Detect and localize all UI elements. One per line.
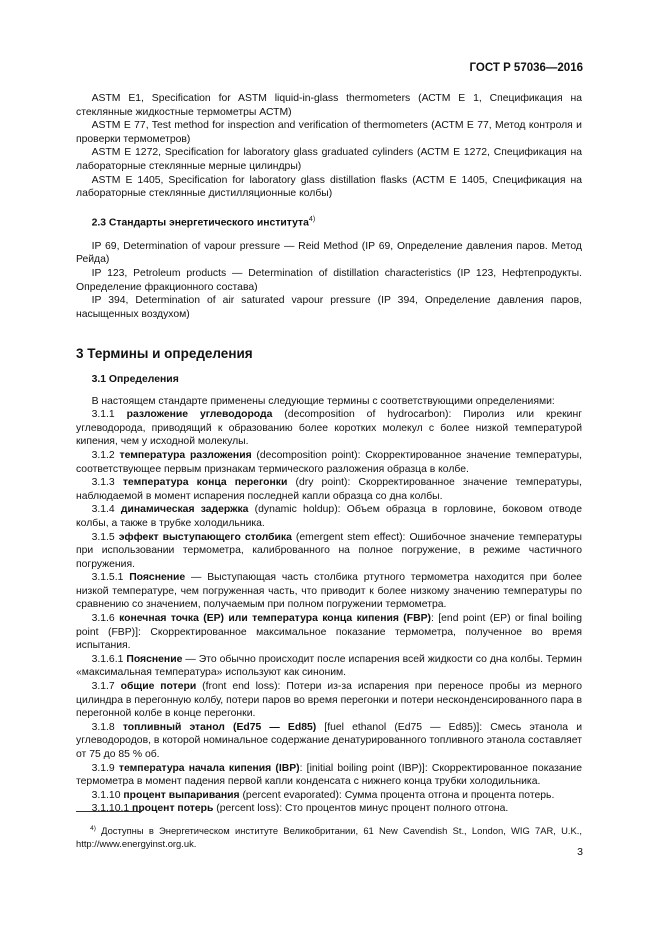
footnote-4 — [76, 823, 582, 850]
term-definition: (decomposition of hydrocarbon): Пиролиз или крекинг углеводорода, приводящий к образованию более коротких молекул с более низкой температурой кипения, чем у исходной молекулы. — [76, 409, 582, 448]
document-id: ГОСТ Р 57036—2016 — [469, 62, 583, 74]
term-3-1-5 — [76, 531, 582, 572]
term-name: Пояснение — [126, 653, 183, 665]
term-number: 3.1.3 — [91, 477, 115, 489]
term-definition: (percent evaporated): Сумма процента отгона и процента потерь. — [239, 789, 555, 801]
term-definition: (front end loss): Потери из-за испарения при переносе пробы из мерного цилиндра в перегонную колбу, потери паров во время перегонки и потери несконденсированного пара в перегонной колбе в конце перегонки. — [76, 681, 582, 720]
term-number: 3.1.6.1 — [91, 653, 124, 665]
term-number: 3.1.10 — [91, 789, 121, 801]
section-2-3-title: 2.3 Стандарты энергетического института — [91, 217, 309, 229]
term-name: общие потери — [120, 681, 197, 693]
footnote-ref-4: 4) — [308, 215, 316, 223]
term-3-1-10-1 — [76, 802, 582, 816]
term-3-1-4 — [76, 503, 582, 530]
term-definition: — Это обычно происходит после испарения всей жидкости со дна колбы. Термин «максимальная температура» используют как синоним. — [76, 653, 582, 679]
term-3-1-5-1 — [76, 571, 582, 612]
term-name: эффект выступающего столбика — [118, 531, 292, 543]
term-3-1-9 — [76, 762, 582, 789]
term-3-1-2 — [76, 449, 582, 476]
term-name: температура конца перегонки — [122, 477, 288, 489]
term-name: процент выпаривания — [123, 789, 240, 801]
ip-ref-394: IP 394, Determination of air saturated vapour pressure (IP 394, Определение давления паров, насыщенных воздухом) — [76, 295, 582, 320]
term-definition: (emergent stem effect): Ошибочное значение температуры при использовании термометра, калиброванного на полное погружение, в режиме частичного погружения. — [76, 531, 582, 570]
term-number: 3.1.5.1 — [91, 572, 124, 584]
term-definition: : [initial boiling point (IBP)]: Скорректированное показание термометра в момент падения первой капли конденсата с нижнего конца трубки холодильника. — [76, 762, 582, 788]
footnote-mark: 4) — [90, 825, 96, 833]
term-name: процент потерь — [132, 803, 214, 815]
astm-ref-e1272: ASTM E 1272, Specification for laboratory glass graduated cylinders (АСТМ Е 1272, Спецификация на лабораторные стеклянные мерные цилиндры) — [76, 147, 582, 172]
ip-ref-123: IP 123, Petroleum products — Determination of distillation characteristics (IP 123, Нефтепродукты. Определение фракционного состава) — [76, 268, 582, 293]
term-number: 3.1.2 — [91, 449, 115, 461]
term-3-1-6-1 — [76, 653, 582, 680]
term-name: температура разложения — [119, 449, 252, 461]
footnote-divider — [76, 811, 142, 812]
term-name: разложение углеводорода — [126, 409, 273, 421]
term-3-1-8 — [76, 721, 582, 762]
term-3-1-7 — [76, 680, 582, 721]
term-number: 3.1.5 — [91, 531, 115, 543]
term-number: 3.1.6 — [91, 613, 115, 625]
page-body — [76, 92, 582, 816]
term-definition: (decomposition point): Скорректированное значение температуры, соответствующее первым признакам термического разложения образца в колбе. — [76, 449, 583, 475]
term-definition: — Выступающая часть столбика ртутного термометра находится при более низкой температуре, чем погруженная часть, что приводит к более низкому значению температуры по сравнению со значением, получаемым при полном погружении термометра. — [76, 572, 583, 611]
term-3-1-6 — [76, 612, 582, 653]
term-name: динамическая задержка — [120, 504, 249, 516]
term-name: конечная точка (EP) или температура конца кипения (FBP) — [119, 613, 432, 625]
term-definition: : [end point (EP) or final boiling point (FBP)]: Скорректированное максимальное показание термометра, полученное во время испытания. — [76, 613, 582, 652]
term-number: 3.1.1 — [91, 409, 115, 421]
section-3-1-heading: 3.1 Определения — [91, 373, 179, 385]
term-number: 3.1.8 — [91, 721, 115, 733]
section-2-3-heading — [76, 213, 582, 230]
term-number: 3.1.7 — [91, 681, 115, 693]
footnote-text: Доступны в Энергетическом институте Великобритании, 61 New Cavendish St., London, WIG 7AR, U.K., http://www.energyinst.org.uk. — [76, 825, 582, 850]
astm-ref-e1405: ASTM E 1405, Specification for laboratory glass distillation flasks (АСТМ Е 1405, Спецификация на лабораторные стеклянные дистилляционные колбы) — [76, 174, 582, 200]
term-name: Пояснение — [129, 572, 186, 584]
ip-ref-69: IP 69, Determination of vapour pressure — Reid Method (IP 69, Определение давления паров. Метод Рейда) — [76, 240, 582, 266]
term-name: температура начала кипения (IBP) — [118, 762, 300, 774]
term-definition: (dynamic holdup): Объем образца в горловине, боковом отводе колбы, а также в трубке холодильника. — [76, 504, 583, 529]
term-name: топливный этанол (Ed75 — Ed85) — [122, 721, 317, 733]
term-definition: (dry point): Скорректированное значение температуры, наблюдаемой в момент испарения последней капли образца со дна колбы. — [76, 477, 582, 502]
astm-ref-e77: ASTM E 77, Test method for inspection and verification of thermometers (АСТМ Е 77, Метод контроля и проверки термометров) — [76, 120, 582, 145]
term-number: 3.1.9 — [91, 762, 115, 774]
astm-ref-e1: ASTM E1, Specification for ASTM liquid-in-glass thermometers (АСТМ Е 1, Спецификация на стеклянные жидкостные термометры АСТМ) — [76, 93, 582, 118]
page-number: 3 — [577, 846, 583, 858]
section-3-heading: 3 Термины и определения — [76, 346, 253, 362]
term-3-1-1 — [76, 408, 582, 449]
term-3-1-3 — [76, 476, 582, 503]
term-definition: (percent loss): Сто процентов минус процент полного отгона. — [213, 803, 509, 815]
term-number: 3.1.10.1 — [91, 803, 130, 815]
term-number: 3.1.4 — [91, 504, 115, 516]
term-definition: [fuel ethanol (Ed75 — Ed85)]: Смесь этанола и углеводородов, в которой номинальное содержание денатурированного топливного этанола составляет от 75 до 85 % об. — [76, 721, 583, 760]
term-3-1-10 — [76, 789, 582, 803]
definitions-intro: В настоящем стандарте применены следующие термины с соответствующими определениями: — [91, 395, 555, 407]
